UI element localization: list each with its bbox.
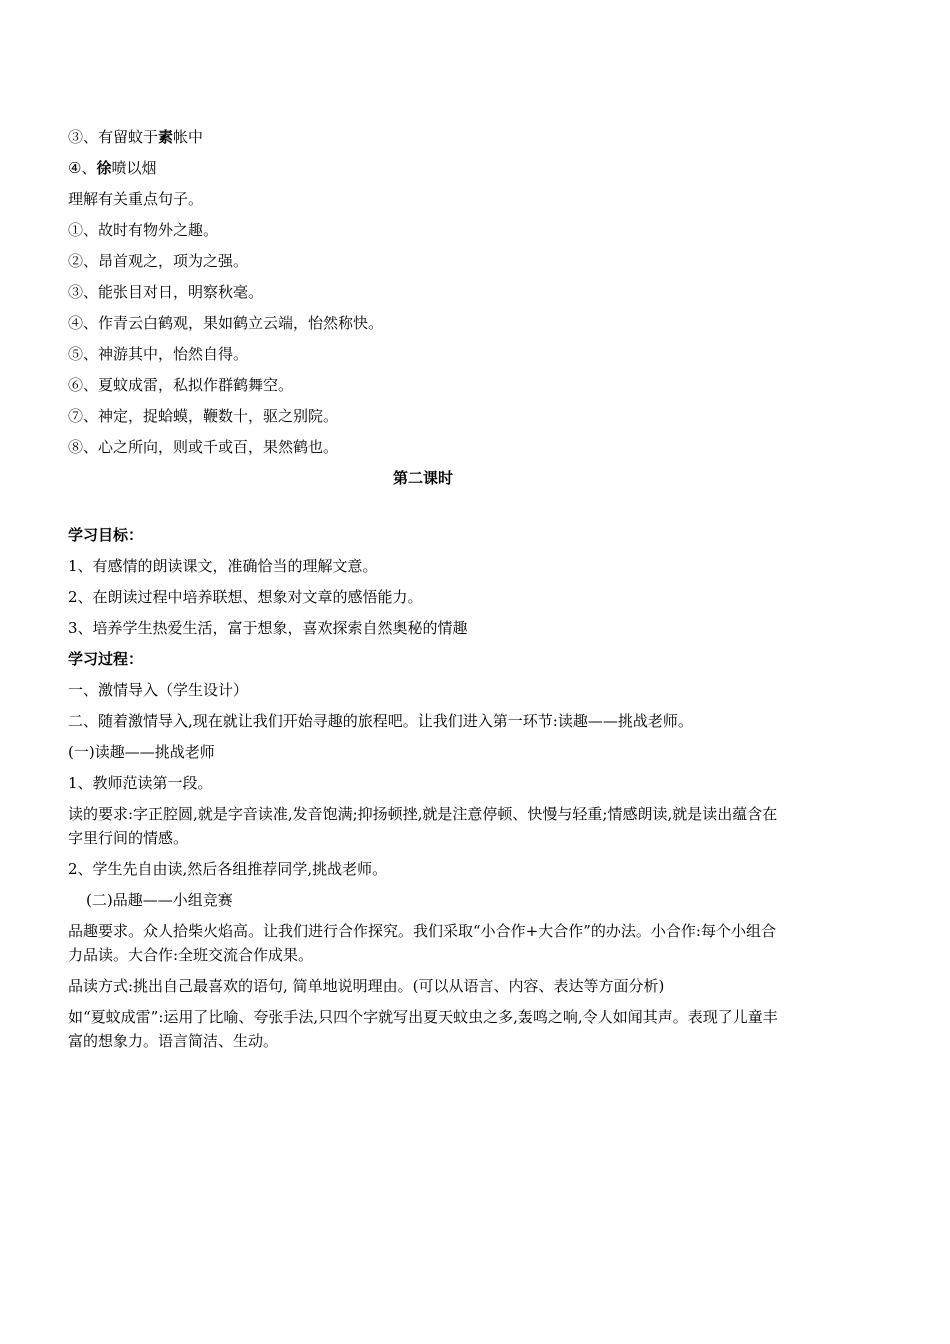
sentence-item: ④、作青云白鹤观，果如鹤立云端，怡然称快。	[68, 314, 384, 332]
lesson-title: 第二课时	[392, 469, 453, 487]
vocab-item	[68, 125, 778, 156]
sentences-heading: 理解有关重点句子。	[68, 190, 204, 208]
process-step: (一)读趣——挑战老师	[68, 743, 215, 761]
sentence-item: ⑤、神游其中，怡然自得。	[68, 345, 249, 363]
goal-item: 2、在朗读过程中培养联想、想象对文章的感悟能力。	[68, 588, 423, 606]
process-heading: 学习过程：	[68, 650, 144, 668]
sentence-item: ⑧、心之所向，则或千或百，果然鹤也。	[68, 438, 339, 456]
sentence-item: ①、故时有物外之趣。	[68, 221, 219, 239]
process-step: 一、激情导入（学生设计）	[68, 681, 249, 699]
process-step: 2、学生先自由读,然后各组推荐同学,挑战老师。	[68, 860, 388, 878]
process-step: 二、随着激情导入,现在就让我们开始寻趣的旅程吧。让我们进入第一环节:读趣——挑战老师。	[68, 712, 693, 730]
goal-item: 3、培养学生热爱生活，富于想象，喜欢探索自然奥秘的情趣	[68, 619, 468, 637]
example-analysis: 如“夏蚊成雷”:运用了比喻、夸张手法,只四个字就写出夏天蚊虫之多,轰鸣之响,令人如闻其声。表现了儿童丰富的想象力。语言简洁、生动。	[68, 1008, 778, 1050]
vocab-item	[68, 156, 778, 187]
vocab-highlight: 徐	[96, 159, 112, 177]
vocab-prefix: ③、有留蚊于	[68, 128, 159, 146]
goals-heading: 学习目标：	[68, 526, 144, 544]
spacer	[68, 497, 778, 523]
vocab-suffix: 喷以烟	[111, 159, 157, 177]
document-body	[68, 125, 778, 1060]
sentence-item: ③、能张目对日，明察秋毫。	[68, 283, 264, 301]
taste-requirements: 品趣要求。众人拾柴火焰高。让我们进行合作探究。我们采取“小合作+大合作”的办法。小合作:每个小组合力品读。大合作:全班交流合作成果。	[68, 922, 776, 964]
sentence-item: ⑥、夏蚊成雷，私拟作群鹤舞空。	[68, 376, 294, 394]
goal-item: 1、有感情的朗读课文，准确恰当的理解文意。	[68, 557, 378, 575]
vocab-suffix: 帐中	[173, 128, 204, 146]
vocab-highlight: 素	[158, 128, 174, 146]
taste-method: 品读方式:挑出自己最喜欢的语句, 简单地说明理由。(可以从语言、内容、表达等方面分析)	[68, 977, 665, 995]
sentence-item: ⑦、神定，捉蛤蟆，鞭数十，驱之别院。	[68, 407, 339, 425]
part2-heading: (二)品趣——小组竞赛	[86, 891, 233, 909]
reading-requirements: 读的要求:字正腔圆,就是字音读准,发音饱满;抑扬顿挫,就是注意停顿、快慢与轻重;情感朗读,就是读出蕴含在字里行间的情感。	[68, 805, 778, 847]
process-step: 1、教师范读第一段。	[68, 774, 213, 792]
sentence-item: ②、昂首观之，项为之强。	[68, 252, 249, 270]
vocab-prefix: ④、	[68, 159, 97, 177]
